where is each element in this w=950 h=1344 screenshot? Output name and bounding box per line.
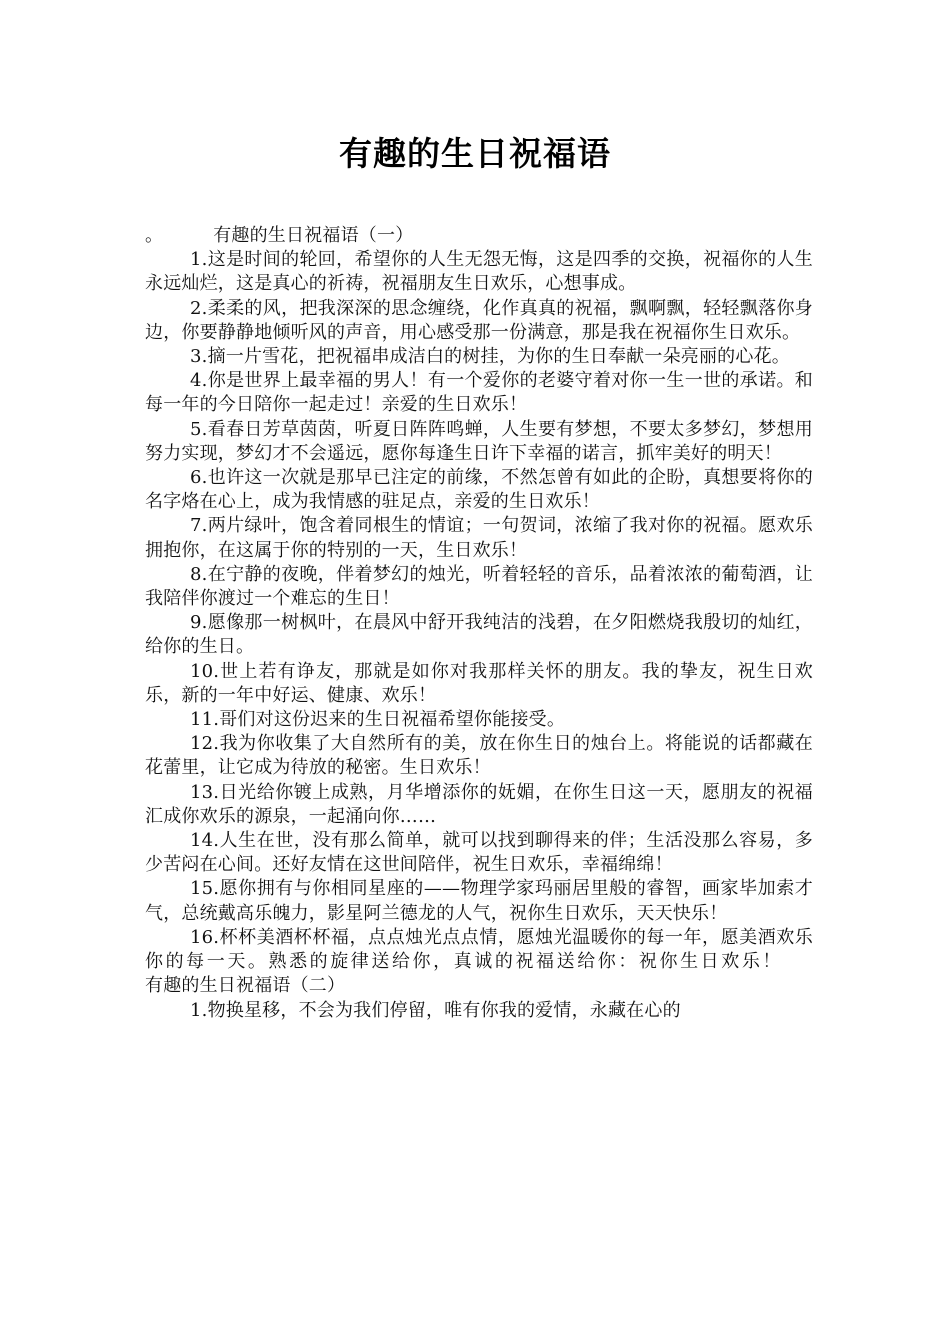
document-title: 有趣的生日祝福语 <box>339 134 611 173</box>
paragraph-9: 9.愿像那一树枫叶，在晨风中舒开我纯洁的浅碧，在夕阳燃烧我殷切的灿红，给你的生日。 <box>145 612 813 658</box>
paragraph-5: 5.看春日芳草茵茵，听夏日阵阵鸣蝉，人生要有梦想，不要太多梦幻，梦想用努力实现，梦幻才不会遥远，愿你每逢生日许下幸福的诺言，抓牢美好的明天！ <box>145 418 813 464</box>
paragraph-16 <box>145 926 813 999</box>
paragraph-4: 4.你是世界上最幸福的男人！有一个爱你的老婆守着对你一生一世的承诺。和每一年的今日陪你一起走过！亲爱的生日欢乐！ <box>145 370 813 416</box>
section-heading-2: 有趣的生日祝福语（二） <box>145 975 346 997</box>
paragraph-12: 12.我为你收集了大自然所有的美，放在你生日的烛台上。将能说的话都藏在花蕾里，让它成为待放的秘密。生日欢乐！ <box>145 733 813 779</box>
paragraph-7: 7.两片绿叶，饱含着同根生的情谊；一句贺词，浓缩了我对你的祝福。愿欢乐拥抱你，在这属于你的特别的一天，生日欢乐！ <box>145 515 813 561</box>
paragraph-13: 13.日光给你镀上成熟，月华增添你的妩媚，在你生日这一天，愿朋友的祝福汇成你欢乐的源泉，一起涌向你…… <box>145 781 813 827</box>
paragraph-10: 10.世上若有诤友，那就是如你对我那样关怀的朋友。我的挚友，祝生日欢乐，新的一年中好运、健康、欢乐！ <box>145 660 813 706</box>
document-body <box>145 224 813 1023</box>
paragraph-1: 1.这是时间的轮回，希望你的人生无怨无悔，这是四季的交换，祝福你的人生永远灿烂，这是真心的祈祷，祝福朋友生日欢乐，心想事成。 <box>145 249 813 295</box>
section-heading-1-text: 有趣的生日祝福语（一） <box>213 225 414 246</box>
paragraph-2: 2.柔柔的风，把我深深的思念缠绕，化作真真的祝福，飘啊飘，轻轻飘落你身边，你要静静地倾听风的声音，用心感受那一份满意，那是我在祝福你生日欢乐。 <box>145 297 813 343</box>
paragraph-6: 6.也许这一次就是那早已注定的前缘，不然怎曾有如此的企盼，真想要将你的名字烙在心上，成为我情感的驻足点，亲爱的生日欢乐！ <box>145 467 813 513</box>
paragraph-15: 15.愿你拥有与你相同星座的——物理学家玛丽居里般的睿智，画家毕加索才气，总统戴高乐魄力，影星阿兰德龙的人气，祝你生日欢乐，天天快乐！ <box>145 878 813 924</box>
paragraph-11: 11.哥们对这份迟来的生日祝福希望你能接受。 <box>190 709 566 731</box>
paragraph-section2-1: 1.物换星移，不会为我们停留，唯有你我的爱情，永藏在心的 <box>190 999 681 1021</box>
paragraph-8: 8.在宁静的夜晚，伴着梦幻的烛光，听着轻轻的音乐，品着浓浓的葡萄酒，让我陪伴你渡过一个难忘的生日！ <box>145 563 813 610</box>
paragraph-16-text: 16.杯杯美酒杯杯福，点点烛光点点情，愿烛光温暖你的每一年，愿美酒欢乐你的每一天。熟悉的旋律送给你，真诚的祝福送给你：祝你生日欢乐！ <box>145 926 813 973</box>
lead-mark: 。 <box>145 225 164 246</box>
paragraph-3: 3.摘一片雪花，把祝福串成洁白的树挂，为你的生日奉献一朵亮丽的心花。 <box>190 346 790 368</box>
paragraph-14: 14.人生在世，没有那么简单，就可以找到聊得来的伴；生活没那么容易，多少苦闷在心间。还好友情在这世间陪伴，祝生日欢乐，幸福绵绵！ <box>145 830 813 876</box>
section-heading-1 <box>145 224 813 248</box>
